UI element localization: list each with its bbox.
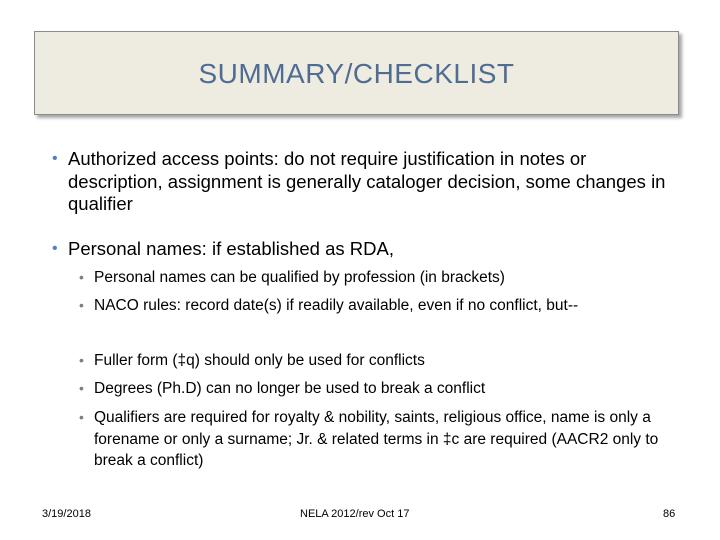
- sub-bullet-marker: •: [79, 269, 84, 285]
- bullet-text: Authorized access points: do not require justification in notes or description, assignment is generally cataloger decision, some changes in qualifier: [68, 148, 666, 214]
- sub-bullet-marker: •: [79, 380, 84, 396]
- sub-bullet-marker: •: [79, 409, 84, 425]
- sub-bullet-text: Personal names can be qualified by profession (in brackets): [94, 269, 505, 286]
- sub-bullet-item: [79, 267, 684, 289]
- bullet-marker: •: [52, 240, 58, 257]
- sub-bullet-text: Degrees (Ph.D) can no longer be used to break a conflict: [94, 380, 486, 397]
- sub-bullet-item: [79, 407, 684, 472]
- bullet-marker: •: [52, 150, 58, 167]
- sub-bullet-item: [79, 350, 684, 372]
- page-number: 86: [663, 508, 676, 520]
- sub-bullet-text: Qualifiers are required for royalty & nobility, saints, religious office, name is only a forename or only a surname; Jr. & related terms in ‡c are required (AACR2 only to break a conflict): [94, 409, 659, 469]
- bullet-item: [52, 148, 668, 216]
- bullet-text: Personal names: if established as RDA,: [68, 238, 394, 259]
- footer-date: 3/19/2018: [42, 508, 91, 520]
- sub-bullet-marker: •: [79, 297, 84, 313]
- sub-bullet-item: [79, 378, 684, 400]
- sub-bullet-item: [79, 295, 684, 317]
- sub-bullet-marker: •: [79, 352, 84, 368]
- bullet-item: [52, 238, 668, 261]
- footer-title: NELA 2012/rev Oct 17: [300, 508, 410, 520]
- sub-bullet-text: NACO rules: record date(s) if readily available, even if no conflict, but--: [94, 297, 579, 314]
- sub-bullet-text: Fuller form (‡q) should only be used for conflicts: [94, 352, 425, 369]
- slide-title: SUMMARY/CHECKLIST: [198, 58, 515, 89]
